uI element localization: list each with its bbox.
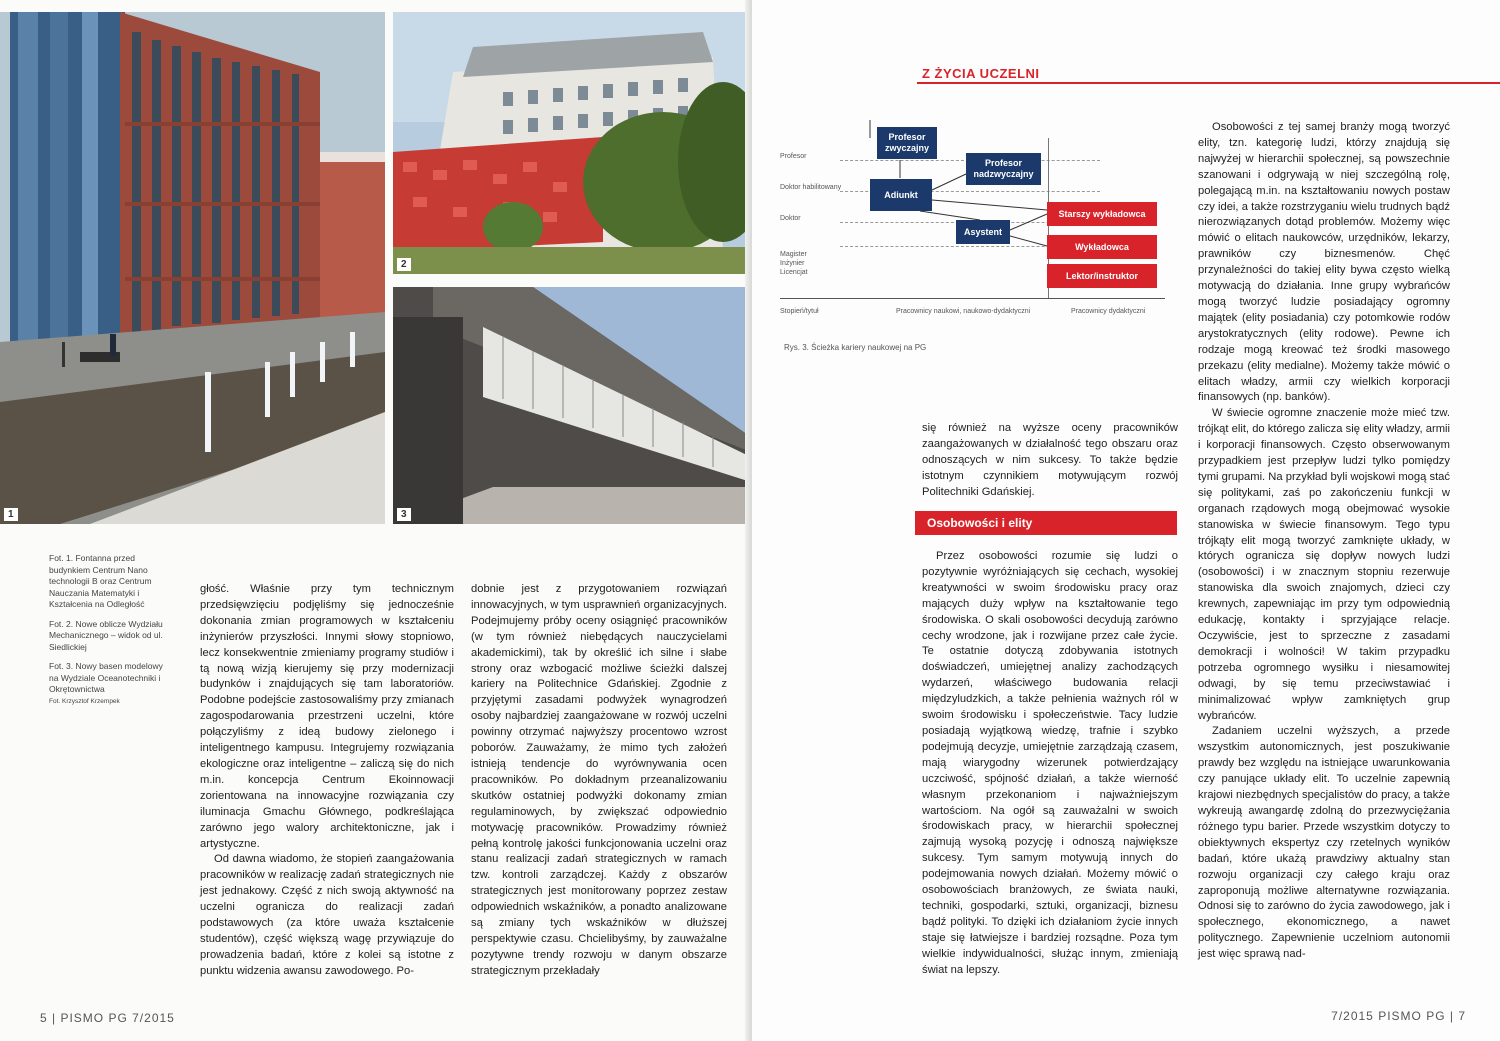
paragraph: Od dawna wiadomo, że stopień zaangażowania pracowników w realizację zadań strategicznych nie jest jednakowy. Część z nich swoją aktywność na uczelni ogranicza do realizacji zadań podstawowych (za które uważa kształcenie studentów), część większą wagę przywiązuje do prowadzenia badań, które z kolei są istotne z punktu widzenia awansu zawodowego. Po- (200, 853, 454, 977)
page-footer-left: 5 | PISMO PG 7/2015 (40, 1011, 175, 1025)
level-label: Stopień/tytuł (780, 308, 819, 315)
right-column-1-bottom (922, 549, 1178, 978)
level-label: Doktor habilitowany (780, 184, 842, 191)
right-page (752, 0, 1500, 1041)
box-profesor-zwyczajny: Profesor zwyczajny (877, 127, 937, 159)
photo-number: 2 (397, 258, 411, 271)
photo-3-image (393, 287, 751, 524)
level-label: Doktor (780, 215, 801, 222)
right-column-2 (1198, 120, 1450, 963)
category-label: Pracownicy naukowi, naukowo-dydaktyczni (896, 308, 1031, 315)
level-label: Magister Inżynier Licencjat (780, 251, 808, 276)
box-lektor-instruktor: Lektor/instruktor (1047, 264, 1157, 288)
caption-1: Fot. 1. Fontanna przed budynkiem Centrum Nano technologii B oraz Centrum Nauczania Matematyki i Kształcenia na Odległość (49, 553, 152, 609)
box-profesor-nadzwyczajny: Profesor nadzwyczajny (966, 153, 1041, 185)
level-label: Profesor (780, 153, 807, 160)
section-rule (917, 82, 1500, 84)
photo-1-image (0, 12, 385, 524)
left-column-1 (200, 582, 454, 980)
left-column-2 (471, 582, 727, 980)
photo-number: 3 (397, 508, 411, 521)
axis-line (780, 298, 1165, 299)
section-label: Z ŻYCIA UCZELNI (922, 66, 1040, 81)
photo-credit: Fot. Krzysztof Krzempek (49, 697, 120, 705)
paragraph: Osobowości z tej samej branży mogą tworzyć elity, tzn. kategorię ludzi, którzy znajdują się najwyżej w hierarchii społecznej, są powszechnie szanowani i odgrywają w niej szczególną rolę, polegającą m.in. na kształtowaniu nowych postaw czy idei, a także rozstrzyganiu wielu trudnych bądź nierozwiązanych dotąd problemów. Możemy więc mówić o elitach naukowców, urzędników, lekarzy, prawników czy biznesmenów. Chęć przynależności do takiej elity bywa często wielką motywacją do działania. Inne grupy wybrańców mogą tworzyć ludzie posiadający ogromny majątek (elity posiadania) czy potomkowie rodów arystokratycznych (elity rodowe). Pewne ich rodzaje mogą kreować też środki masowego przekazu (elity medialne). Możemy także mówić o elitach władzy, armii czy wielkich korporacji finansowych (np. banków). (1198, 121, 1450, 404)
photo-number: 1 (4, 508, 18, 521)
category-label: Pracownicy dydaktyczni (1071, 308, 1146, 315)
photo-towing-tank-building (393, 287, 751, 524)
box-wykladowca: Wykładowca (1047, 235, 1157, 259)
paragraph: Przez osobowości rozumie się ludzi o pozytywnie wyróżniających się cechach, wysokiej kreatywności w swoim środowisku pracy oraz mających duży wpływ na kształtowanie tego środowiska. O skali osobowości decydują zarówno cechy wrodzone, jak i rozwijane przez całe życie. Te ostatnie dotyczą zdobywania istotnych doświadczeń, umiejętnej analizy zachodzących wydarzeń, właściwego budowania relacji międzyludzkich, a także pełnienia ważnych ról w swoim środowisku i społeczeństwie. Tacy ludzie posiadają wyjątkową wiedzę, trafnie i szybko podejmują decyzje, umiejętnie zarządzają czasem, mają wiarygodny wizerunek potwierdzający uczciwość, spójność działań, a także wierność własnym przekonaniom i najważniejszym wartościom. Na ogół są zauważalni w swoich środowiskach pracy, w hierarchii społecznej zajmują wysoką pozycję i odnoszą największe sukcesy. Tym samym motywują innych do podejmowania nowych działań. Możemy mówić o osobowościach branżowych, ze świata nauki, techniki, gospodarki, sztuki, organizacji, biznesu bądź polityki. To dzięki ich działaniom życie innych staje się łatwiejsze i bardziej rozsądne. Poza tym wielkie indywidualności, służąc innym, zmieniają świat na lepszy. (922, 550, 1178, 976)
box-asystent: Asystent (956, 220, 1010, 244)
photo-2-image (393, 12, 751, 274)
diagram-arrows (780, 118, 1180, 298)
paragraph: W świecie ogromne znaczenie może mieć tzw. trójkąt elit, do którego zalicza się elity władzy, armii i korporacji finansowych. Często obserwowanym przypadkiem jest przepływ ludzi tylko pomiędzy tymi grupami. Na przykład byli wojskowi mogą stać się politykami, zaś po zakończeniu funkcji w organach rządowych mogą obejmować wysokie stanowiska w świecie finansowym. Tego typu trójkąty elit mogą tworzyć zamknięte układy, w których ogranicza się dopływ nowych ludzi (osobowości) i w znacznym stopniu rezerwuje stanowiska dla swoich znajomych, dzieci czy krewnych, zapewniając im przy tym odpowiednią edukację, kontakty i sprzyjające relacje. Oczywiście, jest to sprzeczne z zasadami demokracji i wolności! W takim przypadku potrzeba ogromnego wysiłku i niesamowitej odwagi, by się temu przeciwstawiać i minimalizować wpływ zamkniętych grup wybrańców. (1198, 407, 1450, 722)
caption-3: Fot. 3. Nowy basen modelowy na Wydziale Oceanotechniki i Okrętownictwa (49, 661, 163, 694)
caption-2: Fot. 2. Nowe oblicze Wydziału Mechanicznego – widok od ul. Siedlickiej (49, 618, 163, 652)
page-footer-right: 7/2015 PISMO PG | 7 (1331, 1009, 1466, 1023)
paragraph: głość. Właśnie przy tym technicznym przedsięwzięciu podjęliśmy się jednocześnie dokonania zmian programowych w kształceniu inżynierów przyszłości. Innymi słowy stopniowo, lecz konsekwentnie zmieniamy programy studiów i tą nową wizją kierujemy się przy modernizacji budynków i znajdujących się tam laboratoriów. Podobne podejście zastosowaliśmy przy zmianach zagospodarowania przestrzeni uczelni, które połączyliśmy z ideą budowy zielonego i inteligentnego kampusu. Integrujemy rozwiązania ekologiczne oraz inteligentne – zaliczą się do nich m.in. koncepcja Centrum Ekoinnowacji zorientowana na innowacyjne rozwiązania czy iluminacja Gmachu Głównego, podkreślająca zarówno jego walory architektoniczne, jak i artystyczne. (200, 583, 454, 850)
photo-captions (49, 553, 173, 707)
heading-osobowosci-i-elity: Osobowości i elity (915, 511, 1177, 535)
paragraph: dobnie jest z przygotowaniem rozwiązań innowacyjnych, w tym usprawnień organizacyjnych. Podejmujemy próby oceny osiągnięć pracowników (w tym również niebędących nauczycielami akademickimi), tak by określić ich silne i słabe strony oraz wzbogacić możliwe ścieżki dalszej kariery na Politechnice Gdańskiej. Zgodnie z przyjętymi zasadami podwyżek wynagrodzeń osoby najbardziej zaangażowane w rozwój uczelni powinny otrzymać najwyższy procentowo wzrost poborów. Zauważamy, że mimo tych założeń istnieją tendencje do wyrównywania ocen pracowników. Po dokładnym przeanalizowaniu skutków ostatniej podwyżki dokonamy zmian regulaminowych, by zwiększać odpowiednio motywację pracowników. Prowadzimy również pełną kontrolę jakości funkcjonowania uczelni oraz stanu realizacji zadań strategicznych w ramach tzw. kontroli zarządczej. Każdy z obszarów strategicznych jest monitorowany poprzez zestaw odpowiednich wskaźników, a ponadto analizowane są zmiany tych wskaźników w dłuższej perspektywie czasu. Chcielibyśmy, by zauważalne pozytywne trendy rozwoju w danym obszarze strategicznym przekładały (471, 583, 727, 977)
career-path-diagram (780, 118, 1180, 328)
diagram-caption: Rys. 3. Ścieżka kariery naukowej na PG (784, 343, 927, 352)
photo-fountain-building (0, 12, 385, 524)
paragraph: się również na wyższe oceny pracowników zaangażowanych w działalność tego obszaru oraz odnoszących w nim sukcesy. To także będzie istotnym czynnikiem motywującym rozwój Politechniki Gdańskiej. (922, 422, 1178, 498)
box-adiunkt: Adiunkt (870, 179, 932, 211)
photo-mechanical-faculty (393, 12, 751, 274)
right-column-1-top (922, 421, 1178, 501)
box-starszy-wykladowca: Starszy wykładowca (1047, 202, 1157, 226)
paragraph: Zadaniem uczelni wyższych, a przede wszystkim autonomicznych, jest poszukiwanie prawdy bez względu na istniejące uwarunkowania czy panujące układy elit. To uczelnie zapewnią krajowi niezbędnych specjalistów do pracy, a także wykreują awangardę zdolną do przezwyciężania różnego typu barier. Przede wszystkim dotyczy to obiektywnych ekspertyz czy rzetelnych wyników badań, które ukażą prawdziwy aktualny stan rozwoju organizacji czy całego kraju oraz zaproponują możliwe alternatywne rozwiązania. Odnosi się to zarówno do życia zawodowego, jak i społecznego, ekonomicznego, a nawet politycznego. Zapewnienie uczelniom autonomii jest więc sprawą nad- (1198, 725, 1450, 961)
